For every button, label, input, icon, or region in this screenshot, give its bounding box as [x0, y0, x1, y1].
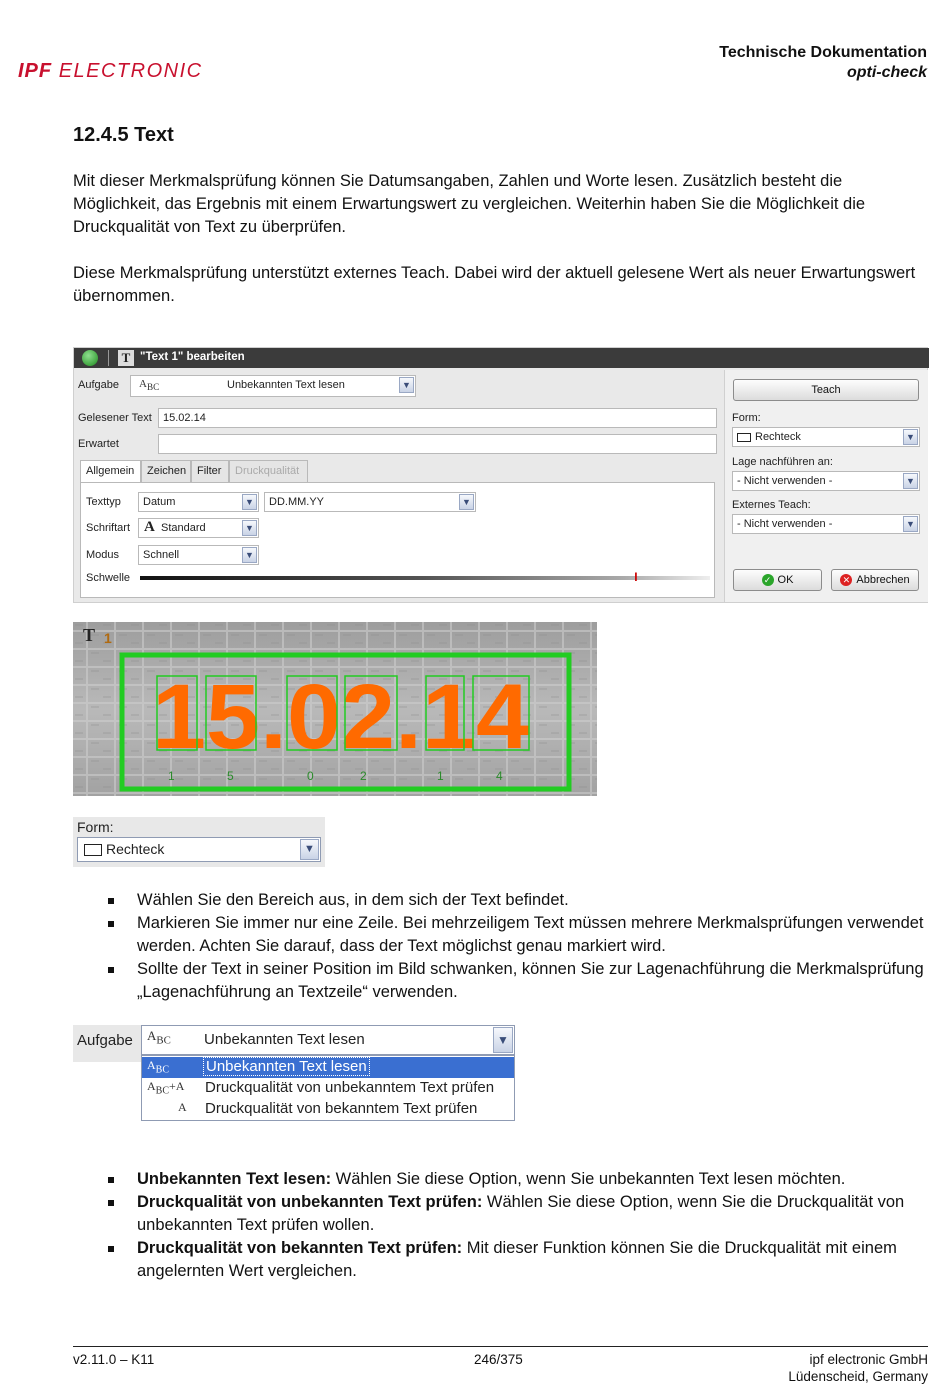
cancel-label: Abbrechen [856, 574, 910, 586]
char-label: 5 [227, 769, 234, 783]
task-label: Aufgabe [73, 1025, 143, 1062]
footer-location: Lüdenscheid, Germany [788, 1369, 928, 1384]
list-item [105, 1168, 925, 1191]
form-widget-label: Form: [77, 819, 114, 835]
chevron-down-icon[interactable]: ▼ [493, 1027, 513, 1053]
cancel-icon: ✕ [840, 574, 852, 586]
rectangle-icon [737, 433, 751, 442]
list-item-text: Sollte der Text in seiner Position im Bild schwanken, können Sie zur Lagenachführung die Merkmalsprüfung „Lagenachführung an Textzeile“ verwenden. [137, 960, 924, 1001]
titlebar-separator [108, 350, 109, 366]
quality-icon: A [178, 1100, 187, 1114]
logo-mark: IPF [18, 60, 53, 82]
task-option-label: Unbekannten Text lesen [203, 1057, 370, 1076]
chevron-down-icon[interactable]: ▼ [903, 473, 918, 489]
tab-allgemein[interactable]: Allgemein [80, 460, 141, 483]
chevron-down-icon[interactable]: ▼ [399, 377, 414, 393]
option-term: Druckqualität von bekannten Text prüfen: [137, 1239, 463, 1257]
modus-value: Schnell [143, 549, 180, 561]
schriftart-value: Standard [161, 522, 206, 534]
extteach-label: Externes Teach: [732, 499, 811, 511]
list-item [105, 889, 925, 912]
option-desc: Mit dieser Funktion können Sie die Druckqualität mit einem angelernten Wert vergleichen. [137, 1239, 897, 1280]
bullet-square [108, 898, 114, 904]
char-label: 4 [496, 769, 503, 783]
task-option-label: Druckqualität von unbekanntem Text prüfen [205, 1079, 495, 1096]
bullet-square [108, 967, 114, 973]
task-selected-value: Unbekannten Text lesen [204, 1031, 365, 1048]
check-icon: ✓ [762, 574, 774, 586]
option-desc: Wählen Sie diese Option, wenn Sie unbekannten Text lesen möchten. [331, 1170, 846, 1188]
edit-text-dialog [73, 347, 928, 603]
option-term: Unbekannten Text lesen: [137, 1170, 332, 1188]
char-label: 1 [437, 769, 444, 783]
form-widget-value: Rechteck [106, 841, 165, 857]
schriftart-label: Schriftart [86, 522, 131, 534]
tab-druckqualitaet[interactable]: Druckqualität [229, 460, 308, 482]
tab-zeichen[interactable]: Zeichen [141, 460, 191, 482]
text-tool-icon: T [83, 625, 96, 645]
footer-company [788, 1351, 928, 1385]
aufgabe-select[interactable] [130, 375, 416, 397]
dialog-titlebar [74, 348, 929, 368]
task-select[interactable] [141, 1025, 515, 1055]
erwartet-label: Erwartet [78, 438, 119, 450]
list-item-text: Markieren Sie immer nur eine Zeile. Bei mehrzeiligem Text müssen mehrere Merkmalsprüfungen verwendet werden. Achten Sie darauf, dass der Text möglichst genau markiert wird. [137, 914, 924, 955]
abc-icon: $A_{BC}$ [139, 378, 160, 393]
schwelle-slider[interactable] [140, 576, 710, 580]
char-label: 2 [360, 769, 367, 783]
format-value: DD.MM.YY [269, 496, 324, 508]
document-header [719, 43, 927, 83]
form-select[interactable] [732, 427, 920, 447]
doc-type: Technische Dokumentation [719, 44, 927, 61]
chevron-down-icon[interactable]: ▼ [459, 494, 474, 510]
chevron-down-icon[interactable]: ▼ [903, 516, 918, 532]
task-option-label: Druckqualität von bekanntem Text prüfen [205, 1100, 478, 1117]
chevron-down-icon[interactable]: ▼ [242, 547, 257, 563]
form-label: Form: [732, 412, 761, 424]
bullet-square [108, 1200, 114, 1206]
footer-company-name: ipf electronic GmbH [809, 1352, 928, 1367]
texttyp-select[interactable] [138, 492, 259, 512]
schwelle-label: Schwelle [86, 572, 131, 584]
texttyp-value: Datum [143, 496, 176, 508]
form-widget [73, 817, 325, 867]
list-item [105, 1237, 925, 1283]
bullet-square [108, 921, 114, 927]
dialog-right-pane [724, 370, 928, 602]
camera-image[interactable] [73, 622, 597, 796]
list-item [105, 958, 925, 1004]
slider-handle[interactable]: I [634, 570, 638, 584]
bullet-square [108, 1246, 114, 1252]
intro-paragraph: Mit dieser Merkmalsprüfung können Sie Datumsangaben, Zahlen und Worte lesen. Zusätzlich besteht die Möglichkeit, das Ergebnis mit einem Erwartungswert zu vergleichen. Weiterhin haben Sie die Möglichkeit die Druckqualität von Text zu überprüfen. [73, 172, 866, 236]
product-name: opti-check [846, 64, 927, 81]
footer-divider [73, 1346, 928, 1347]
lage-value: - Nicht verwenden - [737, 475, 833, 487]
dialog-title: "Text 1" bearbeiten [140, 351, 245, 363]
erwartet-field[interactable] [158, 434, 717, 454]
gelesen-field[interactable]: 15.02.14 [158, 408, 717, 428]
char-label: 0 [307, 769, 314, 783]
read-digits: 15.02.14 [152, 666, 530, 768]
logo-wordmark: ELECTRONIC [58, 60, 203, 82]
modus-label: Modus [86, 549, 120, 561]
gelesen-label: Gelesener Text [78, 412, 152, 424]
footer-page-number: 246/375 [474, 1352, 523, 1367]
format-select[interactable] [264, 492, 476, 512]
section-title: 12.4.5 Text [73, 124, 174, 146]
form-value: Rechteck [755, 431, 801, 443]
task-option[interactable] [142, 1099, 514, 1120]
list-item [105, 912, 925, 958]
instruction-list [105, 889, 925, 1004]
cancel-button[interactable] [831, 569, 919, 591]
tab-filter[interactable]: Filter [191, 460, 229, 482]
aufgabe-value: Unbekannten Text lesen [227, 379, 345, 391]
abc-icon: $A_{BC}$ [147, 1058, 170, 1076]
camera-image-svg [73, 622, 597, 796]
list-item [105, 1191, 925, 1237]
tool-badge: 1 [104, 630, 112, 646]
schriftart-select[interactable] [138, 518, 259, 538]
font-icon: A [144, 519, 155, 535]
aufgabe-label: Aufgabe [78, 379, 119, 391]
task-option[interactable] [142, 1057, 514, 1078]
texttyp-label: Texttyp [86, 496, 121, 508]
bullet-square [108, 1177, 114, 1183]
status-icon [82, 350, 98, 366]
task-options-list [141, 1055, 515, 1121]
ok-label: OK [777, 574, 794, 586]
chevron-down-icon[interactable]: ▼ [300, 839, 319, 860]
modus-select[interactable] [138, 545, 259, 565]
rectangle-icon [84, 844, 102, 856]
option-term: Druckqualität von unbekannten Text prüfen: [137, 1193, 483, 1211]
task-option[interactable] [142, 1078, 514, 1099]
form-widget-select[interactable] [77, 837, 321, 862]
task-dropdown-widget [73, 1025, 515, 1123]
char-label: 1 [168, 769, 175, 783]
teach-button[interactable]: Teach [733, 379, 919, 401]
lage-select[interactable] [732, 471, 920, 491]
chevron-down-icon[interactable]: ▼ [903, 429, 918, 445]
chevron-down-icon[interactable]: ▼ [242, 494, 257, 510]
teach-paragraph: Diese Merkmalsprüfung unterstützt externes Teach. Dabei wird der aktuell gelesene Wert als neuer Erwartungswert übernommen. [73, 264, 916, 305]
ok-button[interactable] [733, 569, 822, 591]
option-description-list [105, 1168, 925, 1283]
option-desc: Wählen Sie diese Option, wenn Sie die Druckqualität von unbekannten Text prüfen wollen. [137, 1193, 905, 1234]
extteach-value: - Nicht verwenden - [737, 518, 833, 530]
extteach-select[interactable] [732, 514, 920, 534]
footer-version: v2.11.0 – K11 [73, 1352, 155, 1367]
list-item-text: Wählen Sie den Bereich aus, in dem sich der Text befindet. [137, 891, 569, 909]
company-logo [18, 60, 203, 83]
chevron-down-icon[interactable]: ▼ [242, 520, 257, 536]
abc-icon: $A_{BC}$ [147, 1028, 171, 1047]
abc-plus-quality-icon: $A_{BC}+A$ [147, 1079, 185, 1097]
lage-label: Lage nachführen an: [732, 456, 833, 468]
text-tool-icon: T [118, 350, 134, 366]
